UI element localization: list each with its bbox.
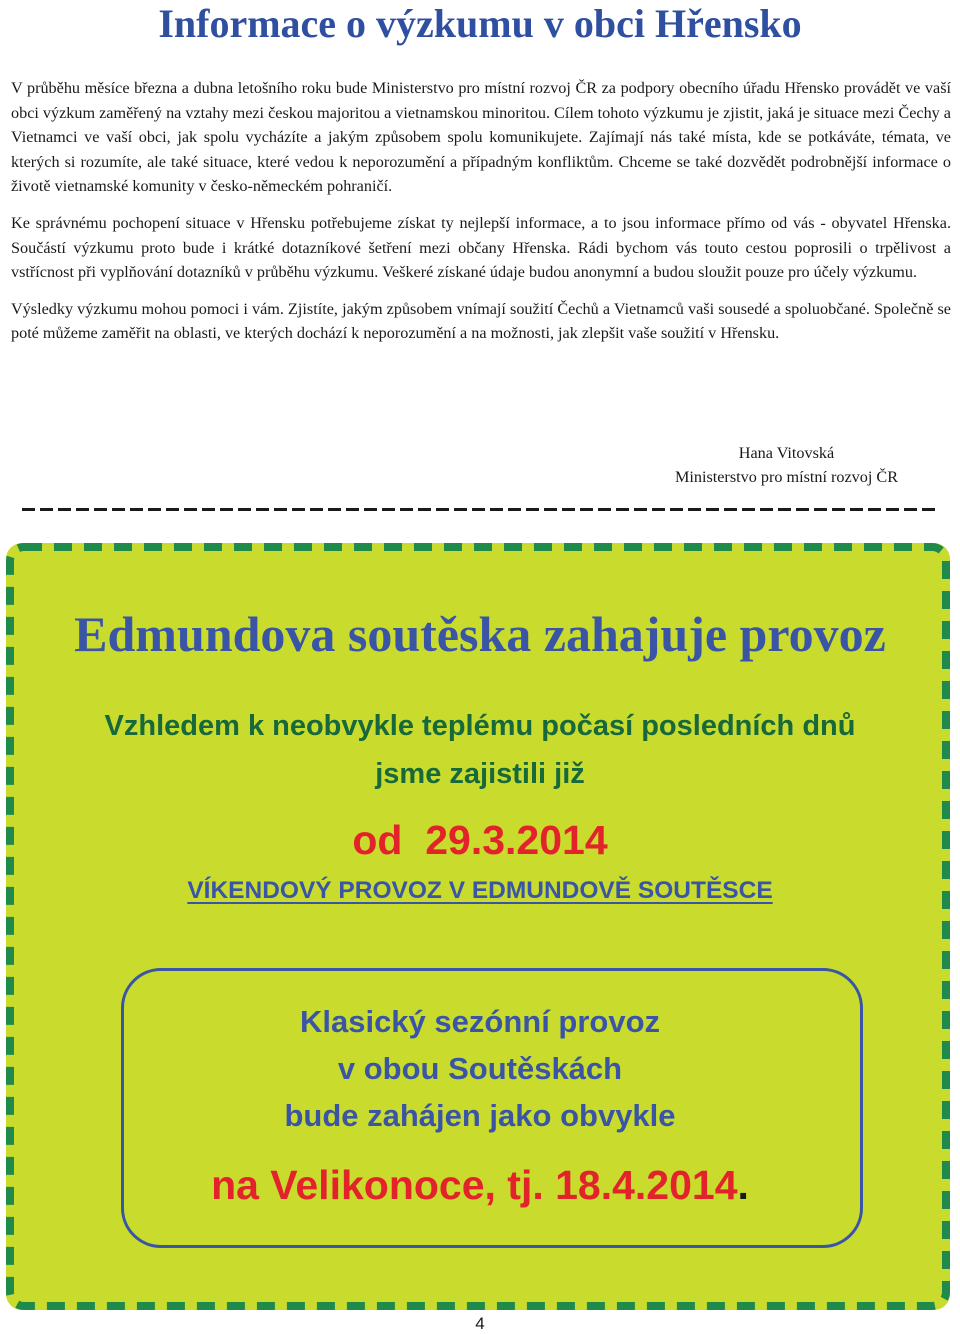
signature — [675, 441, 898, 489]
easter-date-text: na Velikonoce, tj. 18.4.2014 — [211, 1162, 738, 1208]
season-line-3: bude zahájen jako obvykle — [284, 1098, 676, 1133]
flyer-line-1: Vzhledem k neobvykle teplému počasí posledních dnů — [104, 710, 856, 742]
signature-name: Hana Vitovská — [738, 444, 835, 462]
flyer-line-2: jsme zajistili již — [375, 758, 585, 790]
weekend-operation-heading — [0, 873, 960, 909]
paragraph-3: Výsledky výzkumu mohou pomoci i vám. Zjistíte, jakým způsobem vnímají soužití Čechů a Vietnamců vaši sousedé a spoluobčané. Společně se poté můžeme zaměřit na oblasti, ve kterých dochází k neporozumění a na možnosti, jak zlepšit vaše soužití v Hřensku. — [11, 299, 951, 343]
start-date: od 29.3.2014 — [352, 817, 608, 863]
article-body — [11, 76, 951, 358]
season-line-1: Klasický sezónní provoz — [299, 1004, 661, 1039]
paragraph-2: Ke správnému pochopení situace v Hřensku potřebujeme získat ty nejlepší informace, a to jsou informace přímo od vás - obyvatel Hřenska. Součástí výzkumu proto bude i krátké dotazníkové šetření mezi občany Hřenska. Rádi bychom vás touto cestou poprosili o trpělivost a vstřícnost při vyplňování dotazníků v průběhu výzkumu. Veškeré získané údaje budou anonymní a budou sloužit pouze pro účely výzkumu. — [11, 213, 951, 282]
weekend-operation-text: VÍKENDOVÝ PROVOZ V EDMUNDOVĚ SOUTĚSCE — [187, 877, 773, 904]
paragraph-1: V průběhu měsíce března a dubna letošního roku bude Ministerstvo pro místní rozvoj ČR za podpory obecního úřadu Hřensko provádět ve vaší obci výzkum zaměřený na vztahy mezi českou majoritou a vietnamskou minoritou. Cílem tohoto výzkumu je zjistit, jaká je situace mezi Čechy a Vietnamci ve vaší obci, jak spolu vycházíte a jakým způsobem spolu komunikujete. Zajímají nás také místa, kde se potkáváte, témata, ve kterých si rozumíte, ale také situace, které vedou k neporozumění a případným konfliktům. Chceme se také dozvědět podrobnější informace o životě vietnamské komunity v česko-německém pohraničí. — [11, 79, 951, 196]
season-line-2: v obou Soutěskách — [337, 1051, 623, 1086]
page-title: Informace o výzkumu v obci Hřensko — [158, 1, 802, 46]
signature-org: Ministerstvo pro místní rozvoj ČR — [674, 468, 898, 486]
easter-date-period: . — [737, 1162, 749, 1208]
easter-date — [0, 1160, 960, 1210]
dashed-separator — [22, 508, 940, 511]
page-number: 4 — [475, 1314, 485, 1333]
flyer-title: Edmundova soutěska zahajuje provoz — [74, 606, 886, 662]
